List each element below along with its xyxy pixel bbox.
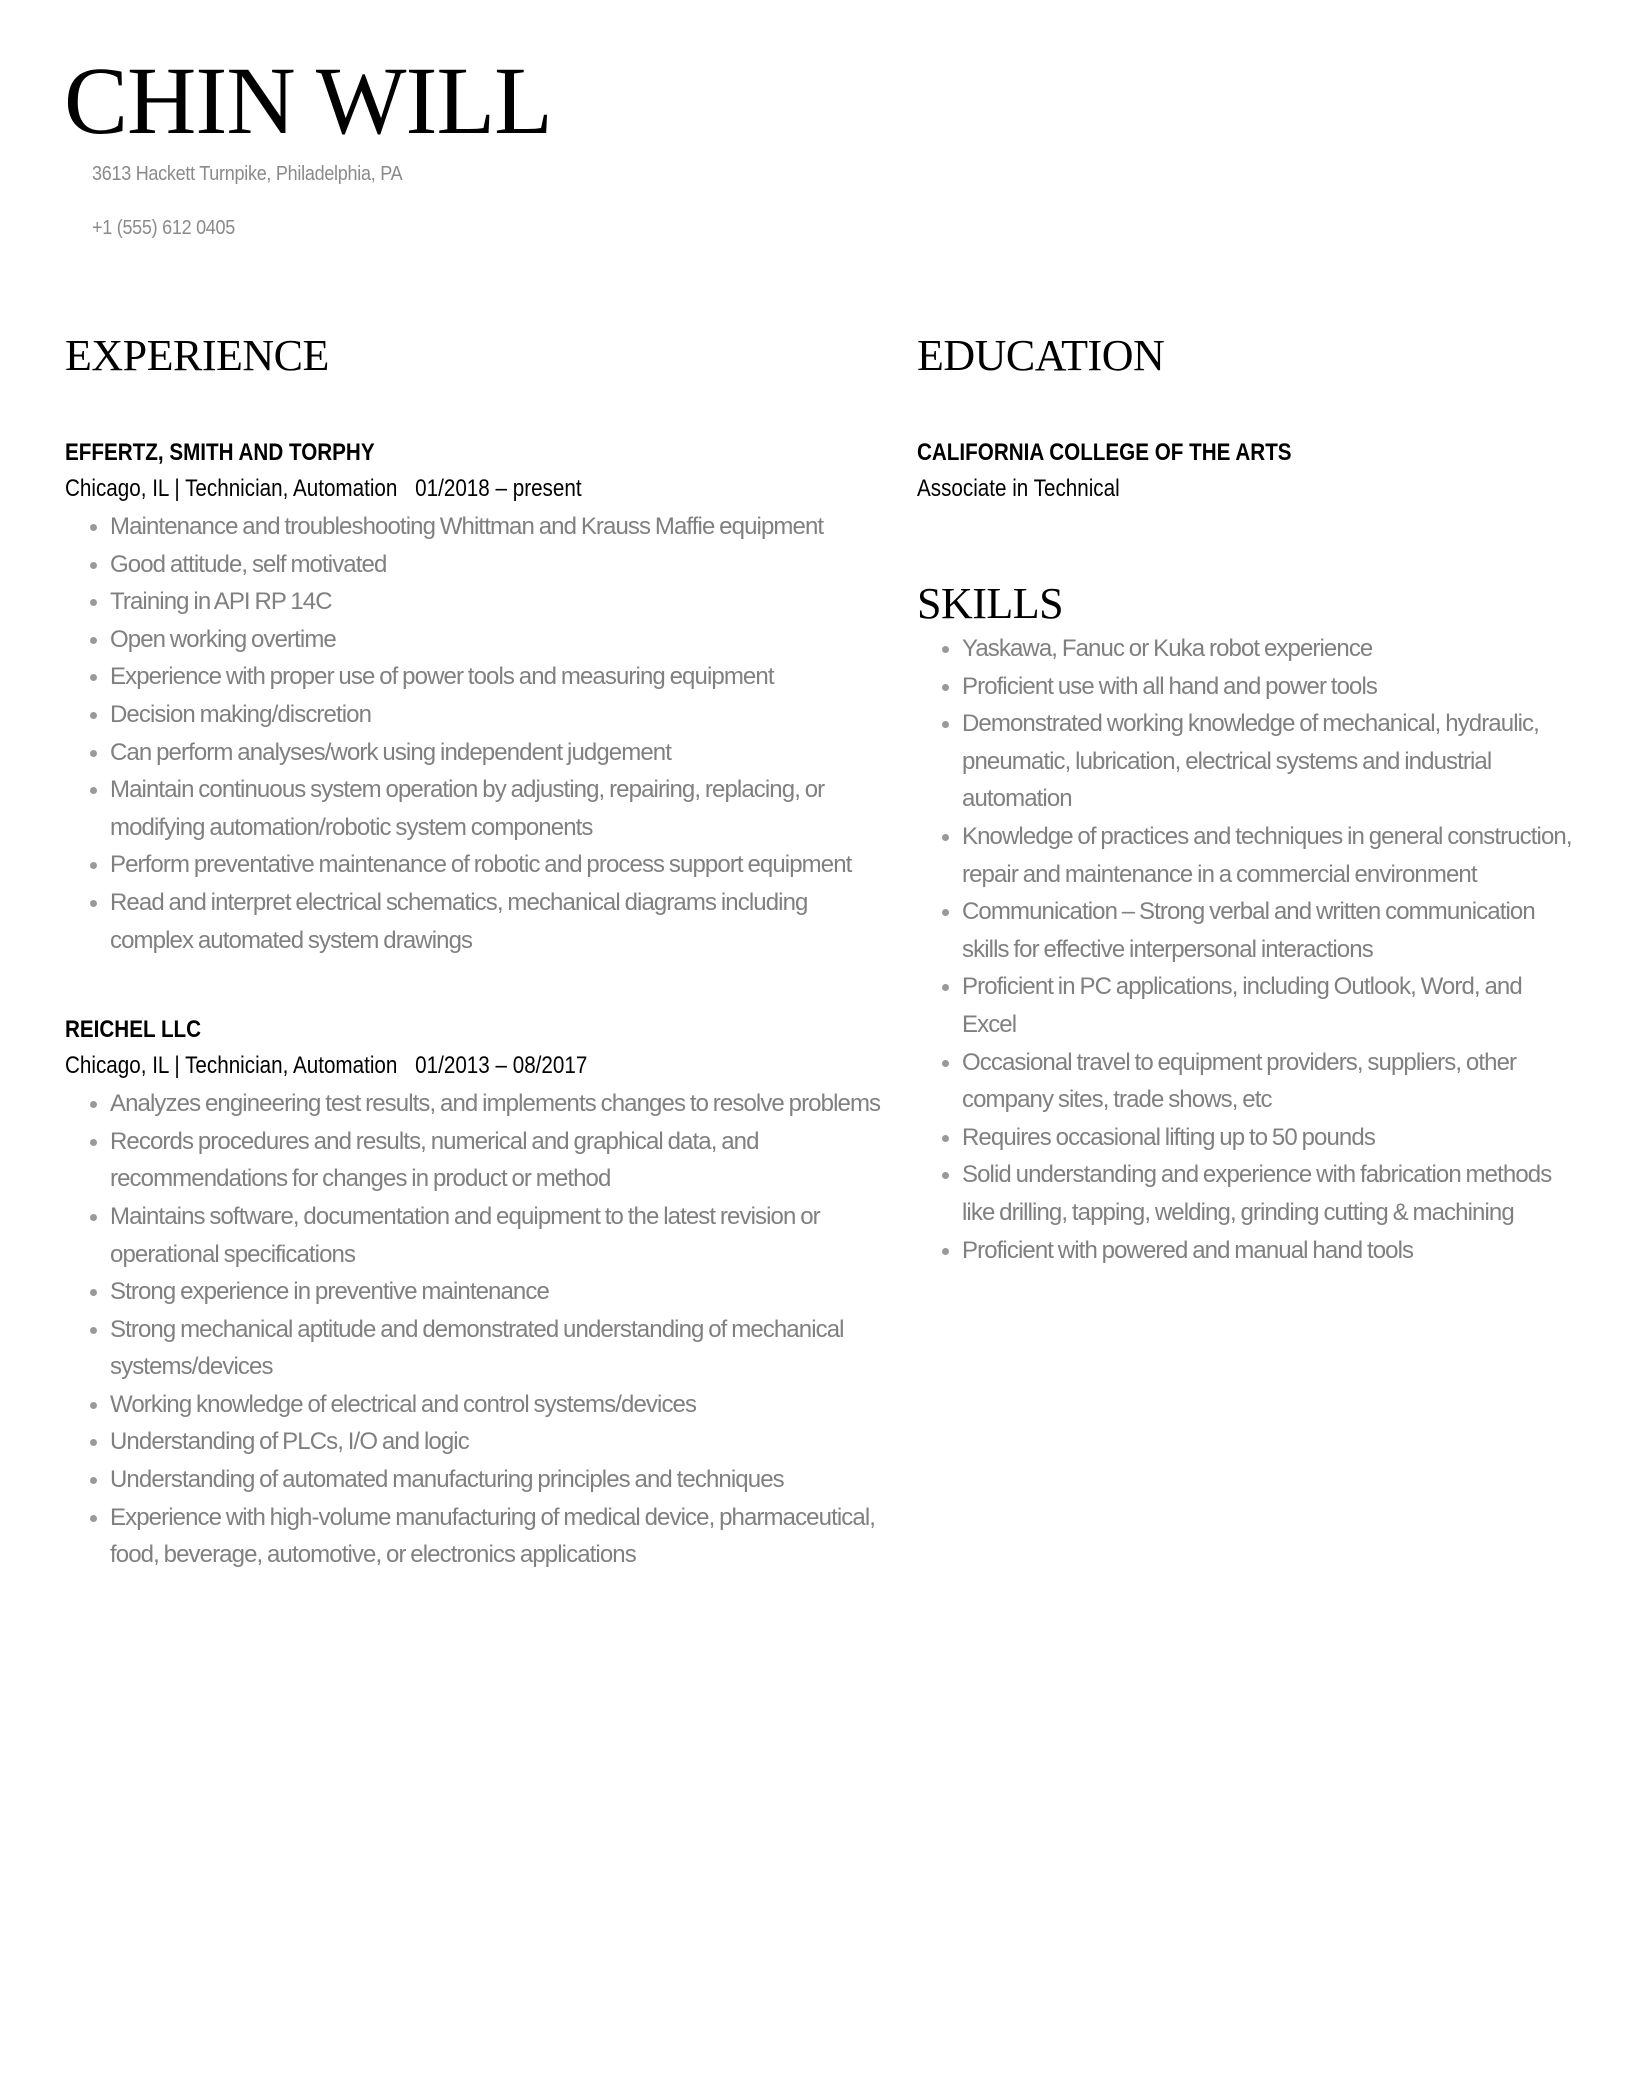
skill-text: Demonstrated working knowledge of mechanical, hydraulic, pneumatic, lubrication, electrical systems and industrial automation xyxy=(962,710,1539,813)
bullet-text: Good attitude, self motivated xyxy=(110,550,387,578)
list-item xyxy=(110,508,885,546)
list-item xyxy=(110,771,885,846)
skills-heading: SKILLS xyxy=(917,579,1064,628)
list-item xyxy=(110,583,885,621)
job-bullets xyxy=(65,508,885,959)
school-name: CALIFORNIA COLLEGE OF THE ARTS xyxy=(917,439,1292,466)
list-item xyxy=(110,846,885,884)
bullet-text: Strong mechanical aptitude and demonstrated understanding of mechanical systems/devices xyxy=(110,1315,844,1381)
list-item xyxy=(110,1123,885,1198)
list-item xyxy=(110,1273,885,1311)
bullet-text: Understanding of PLCs, I/O and logic xyxy=(110,1428,469,1456)
list-item xyxy=(962,1119,1572,1157)
contact-phone: +1 (555) 612 0405 xyxy=(92,217,236,239)
job-location: Chicago, IL xyxy=(65,1052,169,1080)
job-entry xyxy=(65,436,885,959)
list-item xyxy=(110,696,885,734)
list-item xyxy=(110,546,885,584)
contact-address: 3613 Hackett Turnpike, Philadelphia, PA xyxy=(92,163,403,185)
experience-section xyxy=(65,330,885,1574)
skill-text: Proficient use with all hand and power tools xyxy=(962,672,1378,700)
bullet-text: Records procedures and results, numerical and graphical data, and recommendations for changes in product or method xyxy=(110,1127,759,1193)
job-details xyxy=(65,470,770,508)
bullet-text: Experience with proper use of power tools and measuring equipment xyxy=(110,663,774,691)
bullet-text: Can perform analyses/work using independent judgement xyxy=(110,738,671,766)
list-item xyxy=(962,818,1572,893)
skill-text: Proficient in PC applications, including Outlook, Word, and Excel xyxy=(962,973,1522,1038)
bullet-text: Perform preventative maintenance of robotic and process support equipment xyxy=(110,851,852,879)
list-item xyxy=(962,1232,1572,1270)
bullet-text: Analyzes engineering test results, and implements changes to resolve problems xyxy=(110,1090,881,1118)
list-item xyxy=(962,893,1572,968)
bullet-text: Strong experience in preventive maintenance xyxy=(110,1278,549,1306)
skill-text: Yaskawa, Fanuc or Kuka robot experience xyxy=(962,635,1373,662)
job-dates: 01/2013 – 08/2017 xyxy=(415,1052,588,1080)
job-role: Technician, Automation xyxy=(185,475,398,502)
sidebar-column xyxy=(917,330,1572,1269)
list-item xyxy=(962,668,1572,706)
bullet-text: Read and interpret electrical schematics, mechanical diagrams including complex automated system drawings xyxy=(110,888,808,954)
skill-text: Communication – Strong verbal and written communication skills for effective interpersonal interactions xyxy=(962,898,1535,963)
job-entry xyxy=(65,1013,885,1574)
candidate-name: CHIN WILL xyxy=(64,47,552,154)
list-item xyxy=(110,658,885,696)
list-item xyxy=(110,1423,885,1461)
bullet-text: Maintains software, documentation and equipment to the latest revision or operational specifications xyxy=(110,1202,820,1268)
list-item xyxy=(962,968,1572,1043)
experience-heading: EXPERIENCE xyxy=(65,331,329,380)
bullet-text: Open working overtime xyxy=(110,625,336,653)
list-item xyxy=(110,1311,885,1386)
list-item xyxy=(110,884,885,959)
job-dates: 01/2018 – present xyxy=(415,475,582,502)
job-role: Technician, Automation xyxy=(185,1052,398,1080)
list-item xyxy=(962,1156,1572,1231)
bullet-text: Training in API RP 14C xyxy=(110,588,332,616)
list-item xyxy=(110,1499,885,1574)
list-item xyxy=(110,1386,885,1424)
job-location: Chicago, IL xyxy=(65,475,169,502)
job-bullets xyxy=(65,1085,885,1574)
job-separator: | xyxy=(174,1052,180,1080)
skill-text: Knowledge of practices and techniques in general construction, repair and maintenance in a commercial environment xyxy=(962,822,1572,888)
bullet-text: Maintenance and troubleshooting Whittman and Krauss Maffie equipment xyxy=(110,513,824,540)
job-details xyxy=(65,1047,770,1085)
company-name: REICHEL LLC xyxy=(65,1016,202,1044)
job-separator: | xyxy=(174,475,180,502)
skill-text: Requires occasional lifting up to 50 pounds xyxy=(962,1123,1375,1151)
bullet-text: Maintain continuous system operation by adjusting, repairing, replacing, or modifying automation/robotic system components xyxy=(110,776,825,841)
bullet-text: Working knowledge of electrical and control systems/devices xyxy=(110,1390,697,1418)
list-item xyxy=(962,630,1572,668)
list-item xyxy=(110,621,885,659)
skill-text: Occasional travel to equipment providers, suppliers, other company sites, trade shows, etc xyxy=(962,1048,1517,1114)
education-heading: EDUCATION xyxy=(917,331,1165,380)
list-item xyxy=(962,705,1572,818)
list-item xyxy=(110,1198,885,1273)
degree: Associate in Technical xyxy=(917,475,1120,502)
bullet-text: Experience with high-volume manufacturing of medical device, pharmaceutical, food, beverage, automotive, or electronics applications xyxy=(110,1503,876,1569)
company-name: EFFERTZ, SMITH AND TORPHY xyxy=(65,439,375,466)
list-item xyxy=(110,1461,885,1499)
skill-text: Solid understanding and experience with fabrication methods like drilling, tapping, welding, grinding cutting & machining xyxy=(962,1161,1552,1226)
skills-list xyxy=(917,630,1572,1269)
bullet-text: Understanding of automated manufacturing principles and techniques xyxy=(110,1466,784,1494)
list-item xyxy=(962,1044,1572,1119)
list-item xyxy=(110,1085,885,1123)
bullet-text: Decision making/discretion xyxy=(110,700,372,728)
list-item xyxy=(110,734,885,772)
skill-text: Proficient with powered and manual hand tools xyxy=(962,1236,1414,1264)
